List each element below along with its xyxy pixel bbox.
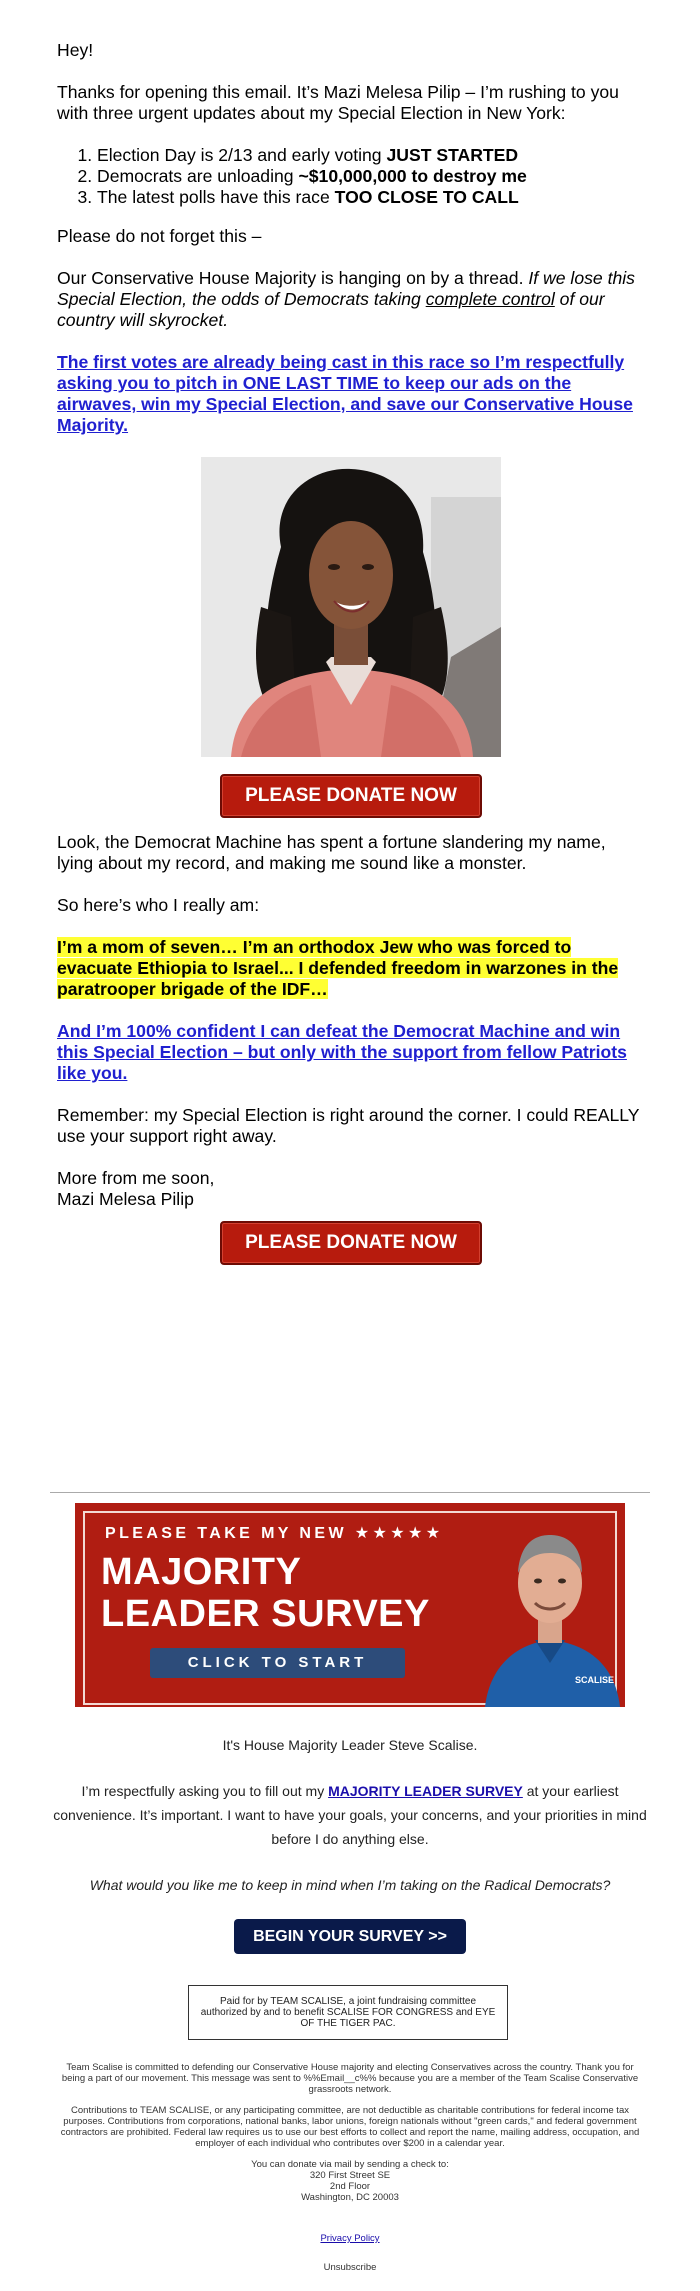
who-paragraph: So here’s who I really am: (57, 895, 260, 915)
candidate-photo-wrap (57, 457, 645, 762)
signature: Mazi Melesa Pilip (57, 1189, 194, 1209)
begin-survey-button[interactable]: BEGIN YOUR SURVEY >> (234, 1919, 466, 1954)
footer-ask: I’m respectfully asking you to fill out my MAJORITY LEADER SURVEY at your earliest convenience. It’s important. I want to have your goals, your concerns, and your priorities in mind before I do anything else. (53, 1783, 647, 1847)
look-paragraph: Look, the Democrat Machine has spent a fortune slandering my name, lying about my record, and making me sound like a monster. (57, 832, 606, 873)
intro-paragraph: Thanks for opening this email. It’s Mazi Melesa Pilip – I’m rushing to you with three urgent updates about my Special Election in New York: (57, 82, 619, 123)
footer-intro: It's House Majority Leader Steve Scalise. (222, 1737, 478, 1753)
signoff-paragraph: More from me soon, Mazi Melesa Pilip (57, 1168, 215, 1209)
candidate-photo[interactable] (201, 457, 501, 757)
survey-link[interactable]: MAJORITY LEADER SURVEY (328, 1783, 523, 1799)
scalise-portrait (475, 1503, 625, 1707)
banner-title-line1: MAJORITY (101, 1551, 302, 1593)
paid-for-box: Paid for by TEAM SCALISE, a joint fundraising committee authorized by and to benefit SCALISE FOR CONGRESS and EYE OF THE TIGER PAC. (188, 1985, 508, 2040)
list-item: 2. Democrats are unloading ~$10,000,000 to destroy me (97, 166, 645, 187)
legal-contributions: Contributions to TEAM SCALISE, or any participating committee, are not deductible as charitable contributions for federal income tax purposes. Contributions from corporations, national banks, labor unions, foreign nationals without "green cards," and federal government contractors are prohibited. Federal law requires us to use our best efforts to collect and report the name, mailing address, occupation, and employer of each individual who contributes over $200 in a calendar year. (60, 2105, 640, 2149)
majority-paragraph: Our Conservative House Majority is hanging on by a thread. If we lose this Special Election, the odds of Democrats taking complete control of our country will skyrocket. (57, 268, 635, 330)
highlight-paragraph (57, 937, 645, 1000)
confident-link[interactable]: And I’m 100% confident I can defeat the Democrat Machine and win this Special Election – but only with the support from fellow Patriots like you. (57, 1021, 627, 1083)
footer-question: What would you like me to keep in mind when I’m taking on the Radical Democrats? (89, 1877, 611, 1893)
dont-forget: Please do not forget this – (57, 226, 262, 246)
updates-list (57, 145, 645, 208)
banner-kicker: PLEASE TAKE MY NEW ★★★★★ (105, 1525, 444, 1542)
legal-commitment: Team Scalise is committed to defending our Conservative House majority and electing Conservatives across the country. Thank you for being a part of our movement. This message was sent to %%Email__c%% because you are a member of the Team Scalise Conservative grassroots network. (61, 2062, 639, 2095)
legal-disclaimers (55, 2062, 645, 2283)
mail-address: You can donate via mail by sending a check to: 320 First Street SE 2nd Floor Washington, DC 20003 (251, 2159, 449, 2203)
donate-button-bottom[interactable]: PLEASE DONATE NOW (220, 1221, 482, 1265)
survey-banner[interactable] (75, 1503, 625, 1707)
first-votes-link[interactable]: The first votes are already being cast in this race so I’m respectfully asking you to pitch in ONE LAST TIME to keep our ads on the airwaves, win my Special Election, and save our Conservative House Majority. (57, 352, 633, 435)
confident-paragraph (57, 1021, 645, 1084)
highlighted-text: I’m a mom of seven… I’m an orthodox Jew who was forced to evacuate Ethiopia to Israel... I defended freedom in warzones in the paratrooper brigade of the IDF… (57, 937, 619, 999)
remember-paragraph: Remember: my Special Election is right around the corner. I could REALLY use your support right away. (57, 1105, 640, 1146)
list-item: 3. The latest polls have this race TOO CLOSE TO CALL (97, 187, 645, 208)
first-votes-paragraph (57, 352, 645, 436)
footer (50, 1733, 650, 1954)
greeting: Hey! (57, 40, 94, 60)
email-body (57, 40, 645, 1279)
list-item: 1. Election Day is 2/13 and early voting JUST STARTED (97, 145, 645, 166)
banner-cta-button[interactable]: CLICK TO START (150, 1648, 405, 1678)
portrait-illustration (201, 457, 501, 757)
banner-title-line2: LEADER SURVEY (101, 1593, 430, 1635)
privacy-policy-link[interactable]: Privacy Policy (320, 2233, 380, 2244)
section-divider (50, 1492, 650, 1493)
shirt-logo: SCALISE (575, 1675, 615, 1685)
unsubscribe-link[interactable]: Unsubscribe (323, 2262, 377, 2273)
donate-button[interactable]: PLEASE DONATE NOW (220, 774, 482, 818)
